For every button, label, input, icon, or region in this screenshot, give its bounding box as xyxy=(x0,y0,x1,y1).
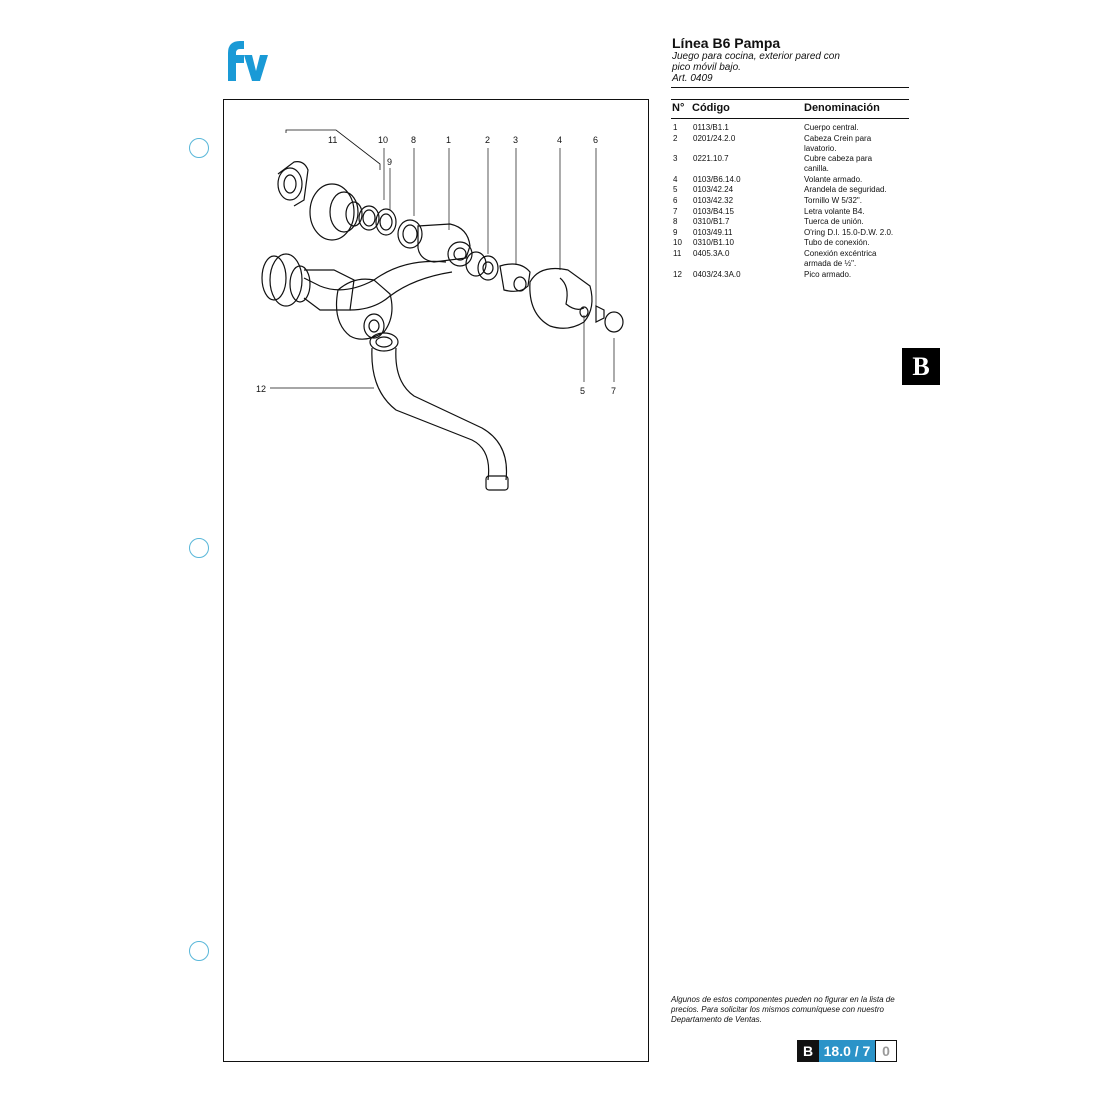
part-number: 1 xyxy=(673,123,678,132)
part-name xyxy=(804,207,909,217)
part-name-line: Cuerpo central. xyxy=(804,123,859,132)
part-number: 11 xyxy=(673,248,682,258)
part-name xyxy=(804,217,909,227)
callout-6: 6 xyxy=(593,135,599,145)
part-number: 5 xyxy=(673,185,678,195)
table-row xyxy=(671,249,909,270)
part-name-line: Tubo de conexión. xyxy=(804,238,870,248)
part-name xyxy=(804,228,909,238)
parts-table-header xyxy=(671,99,909,119)
document-header xyxy=(672,36,912,84)
part-name-line: Pico armado. xyxy=(804,269,852,279)
callout-9: 9 xyxy=(387,157,393,167)
article-number: Art. 0409 xyxy=(672,73,713,84)
page-num: 18.0 / 7 xyxy=(819,1040,875,1062)
part-name-line: Tuerca de unión. xyxy=(804,217,864,227)
part-number: 10 xyxy=(673,238,682,248)
part-name-line: Conexión excéntrica xyxy=(804,248,877,258)
page-number xyxy=(797,1040,897,1062)
part-code: 0221.10.7 xyxy=(693,154,729,164)
table-row xyxy=(671,238,909,249)
table-row xyxy=(671,154,909,175)
part-name xyxy=(804,249,909,269)
exploded-view-frame xyxy=(223,99,649,1062)
part-number: 3 xyxy=(673,154,678,164)
table-row xyxy=(671,134,909,155)
part-name-line: lavatorio. xyxy=(804,143,837,153)
callout-7: 7 xyxy=(611,386,617,396)
parts-table xyxy=(671,99,909,280)
part-name xyxy=(804,196,909,206)
col-name: Denominación xyxy=(804,102,880,114)
part-name-line: Cubre cabeza para xyxy=(804,154,873,164)
part-name-line: Letra volante B4. xyxy=(804,206,865,216)
part-code: 0403/24.3A.0 xyxy=(693,269,741,279)
part-code: 0103/42.32 xyxy=(693,195,734,205)
part-code: 0310/B1.10 xyxy=(693,238,734,248)
table-row xyxy=(671,196,909,207)
binder-hole xyxy=(189,538,209,558)
table-row xyxy=(671,207,909,218)
part-number: 8 xyxy=(673,217,678,227)
part-code: 0405.3A.0 xyxy=(693,248,730,258)
part-name xyxy=(804,270,909,280)
part-name xyxy=(804,185,909,195)
part-code: 0103/B4.15 xyxy=(693,206,734,216)
callout-8: 8 xyxy=(411,135,417,145)
col-code: Código xyxy=(692,102,730,114)
table-row xyxy=(671,228,909,239)
part-name xyxy=(804,175,909,185)
part-name-line: O'ring D.I. 15.0-D.W. 2.0. xyxy=(804,227,894,237)
col-number: N° xyxy=(672,102,685,114)
part-number: 12 xyxy=(673,269,682,279)
table-row xyxy=(671,175,909,186)
table-row xyxy=(671,185,909,196)
part-code: 0103/42.24 xyxy=(693,185,734,195)
callout-10: 10 xyxy=(378,135,389,145)
part-name-line: canilla. xyxy=(804,164,829,174)
exploded-view-drawing xyxy=(224,100,648,1061)
table-row xyxy=(671,270,909,281)
callout-2: 2 xyxy=(485,135,491,145)
callout-12: 12 xyxy=(256,384,267,394)
part-code: 0113/B1.1 xyxy=(693,123,729,132)
callout-5: 5 xyxy=(580,386,586,396)
part-name xyxy=(804,238,909,248)
part-number: 4 xyxy=(673,174,678,184)
product-subtitle: Juego para cocina, exterior pared con pico móvil bajo. xyxy=(672,51,840,73)
section-tab: B xyxy=(902,348,940,385)
callout-3: 3 xyxy=(513,135,519,145)
header-rule xyxy=(671,87,909,88)
product-title: Línea B6 Pampa xyxy=(672,35,781,51)
page-section: B xyxy=(797,1040,819,1062)
part-name-line: Cabeza Crein para xyxy=(804,133,872,143)
callout-4: 4 xyxy=(557,135,563,145)
part-code: 0103/B6.14.0 xyxy=(693,174,741,184)
fv-logo xyxy=(222,37,268,83)
binder-hole xyxy=(189,941,209,961)
part-name xyxy=(804,154,909,174)
part-code: 0310/B1.7 xyxy=(693,217,730,227)
callout-1: 1 xyxy=(446,135,452,145)
part-name xyxy=(804,123,909,133)
callout-11: 11 xyxy=(328,135,338,145)
part-number: 6 xyxy=(673,195,678,205)
binder-hole xyxy=(189,138,209,158)
part-name-line: Arandela de seguridad. xyxy=(804,185,887,195)
footnote: Algunos de estos componentes pueden no figurar en la lista de precios. Para solicitar los mismos comuníquese con nuestro Departamento de Ventas. xyxy=(671,995,895,1024)
part-code: 0201/24.2.0 xyxy=(693,133,736,143)
part-name xyxy=(804,134,909,154)
table-row xyxy=(671,217,909,228)
part-name-line: Tornillo W 5/32". xyxy=(804,195,862,205)
part-name-line: Volante armado. xyxy=(804,174,863,184)
part-name-line: armada de ½". xyxy=(804,258,857,268)
page-revision: 0 xyxy=(875,1040,897,1062)
part-code: 0103/49.11 xyxy=(693,227,733,237)
part-number: 7 xyxy=(673,206,678,216)
part-number: 2 xyxy=(673,133,678,143)
table-row xyxy=(671,123,909,134)
part-number: 9 xyxy=(673,227,678,237)
parts-table-body xyxy=(671,119,909,280)
